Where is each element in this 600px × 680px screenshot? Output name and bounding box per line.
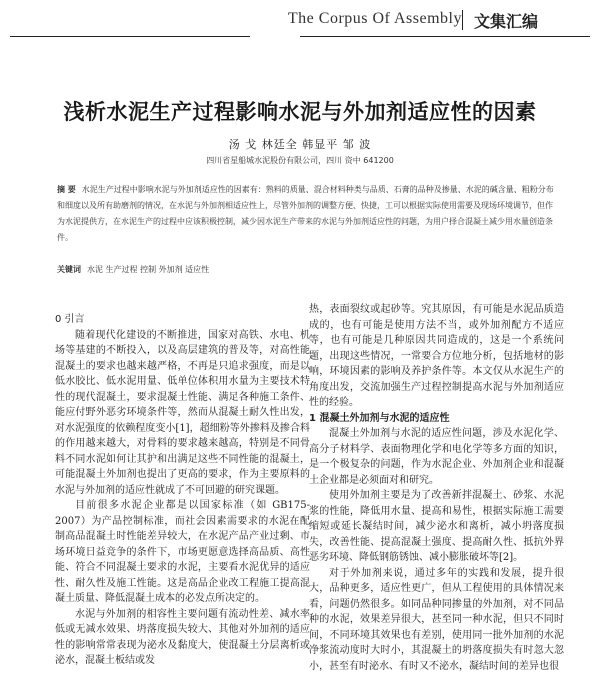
intro-heading: 0 引言 bbox=[55, 314, 85, 325]
paragraph: 水泥与外加剂的相容性主要问题有流动性差、减水率低或无减水效果、坍落度损失较大、其他对外加剂的适应性的影响常常表现为泌水及黏度大，使混凝土分层离析或泌水，混凝土板结或发 bbox=[55, 608, 310, 666]
keywords bbox=[57, 264, 557, 275]
column-name: 文集汇编 bbox=[474, 12, 539, 31]
paragraph-continued: 热，表面裂纹或起砂等。究其原因，有可能是水泥品质造成的，也有可能是使用方法不当，或外加剂配方不适应等，也有可能是几种原因共同造成的，这是一个系统问题，出现这些情况，一常要合方位地分析，包括地材的影响，环境因素的影响及养护条件等。本文仅从水泥生产的角度出发，交流加强生产过程控制提高水泥与外加剂适应性的经验。 bbox=[309, 304, 564, 408]
abstract bbox=[57, 182, 557, 246]
keywords-label: 关键词 bbox=[57, 265, 81, 274]
article-title: 浅析水泥生产过程影响水泥与外加剂适应性的因素 bbox=[63, 100, 537, 124]
authors: 汤 戈 林廷全 韩显平 邹 波 bbox=[228, 138, 372, 151]
running-header bbox=[0, 0, 600, 40]
paragraph: 对于外加剂来说，通过多年的实践和发展，提升很大，品种更多，适应性更广，但从工程使用的具体情况来看，问题仍然很多。如同品种同掺量的外加剂，对不同品种的水泥，效果差异很大，甚至同一种水泥，但只不同时间，不同环境其效果也有差别，使用同一批外加剂的水泥净浆流动度时大时小，其混凝土的坍落度损失有时忽大忽小，甚至有时泌水、有时又不泌水，凝结时间的差异也很 bbox=[309, 567, 564, 672]
keywords-text: 水泥 生产过程 控制 外加剂 适应性 bbox=[87, 265, 210, 274]
abstract-label: 摘 要 bbox=[57, 185, 76, 194]
paragraph: 目前很多水泥企业都是以国家标准（如 GB175-2007）为产品控制标准，而社会因素需要求的水泥在配制高品混凝土时性能差异较大，在水泥产品产业过剩、市场环境日益竞争的条件下，市场更愿意选择高品质、高性能、符合不同混凝土要求的水泥，主要看水泥优异的适应性、耐久性及施工性能。这是高品企业改工程施工提高混凝土质量、降低混凝土成本的必发点所决定的。 bbox=[55, 500, 310, 604]
paragraph: 使用外加剂主要是为了改善新拌混凝土、砂浆、水泥浆的性能，降低用水量、提高和易性，根据实际施工需要缩短或延长凝结时间，减少泌水和离析，减小坍落度损失，改善性能、提高混凝土强度、提高耐久性、抵抗外界恶劣环境、降低钢筋锈蚀、减小膨胀破坏等[2]。 bbox=[309, 490, 564, 563]
abstract-text: 水泥生产过程中影响水泥与外加剂适应性的因素有：熟料的质量、混合材料种类与品质、石膏的品种及掺量、水泥的碱含量、粗粉分布和细度以及所有助磨剂的情况，在水泥与外加剂相适应性上，尽管外加剂的调整方便、快捷，工可以根据实际使用需要及现场环境调节，但作为水泥提供方，在水泥生产的过程中应该积极控制，减少因水泥生产带来的水泥与外加剂适应性的问题，为用户择合混凝土减少用水量创造条件。 bbox=[57, 185, 554, 242]
section-heading: 1 混凝土外加剂与水泥的适应性 bbox=[309, 412, 450, 424]
paragraph: 混凝土外加剂与水泥的适应性问题，涉及水泥化学、高分子材料学、表面物理化学和电化学等多方面的知识，是一个极复杂的问题，作为水泥企业、外加剂企业和混凝土企业都是必须面对和研究。 bbox=[309, 428, 564, 486]
header-divider bbox=[462, 10, 463, 30]
paragraph: 随着现代化建设的不断推进，国家对高铁、水电、机场等基建的不断投入，以及高层建筑的普及等，对高性能混凝土的要求也越来越严格，不再是只追求强度，而是以低水胶比、低水泥用量、低单位体积用水量为主要技术特性的现代混凝土，要求混凝土性能、满足各种施工条件、能应付野外恶劣环境条件等，然而从混凝土耐久性出发，对水泥强度的依赖程度变小[1]，超细粉等外掺料及掺合料的作用越来越大，对骨料的要求越来越高，特别是不同骨料不同水泥如何让其护和出满足这些不同性能的混凝土，可能混凝土外加剂也提出了更高的要求，作为主要原料的水泥与外加剂的适应性就成了不可回避的研究课题。 bbox=[55, 329, 310, 496]
left-column bbox=[55, 312, 310, 676]
header-rule-right bbox=[300, 36, 590, 37]
affiliation: 四川省星船城水泥股份有限公司，四川 资中 641200 bbox=[206, 156, 394, 165]
header-rule-left bbox=[10, 36, 250, 37]
right-column bbox=[309, 302, 564, 678]
journal-name: The Corpus Of Assembly bbox=[287, 10, 462, 27]
